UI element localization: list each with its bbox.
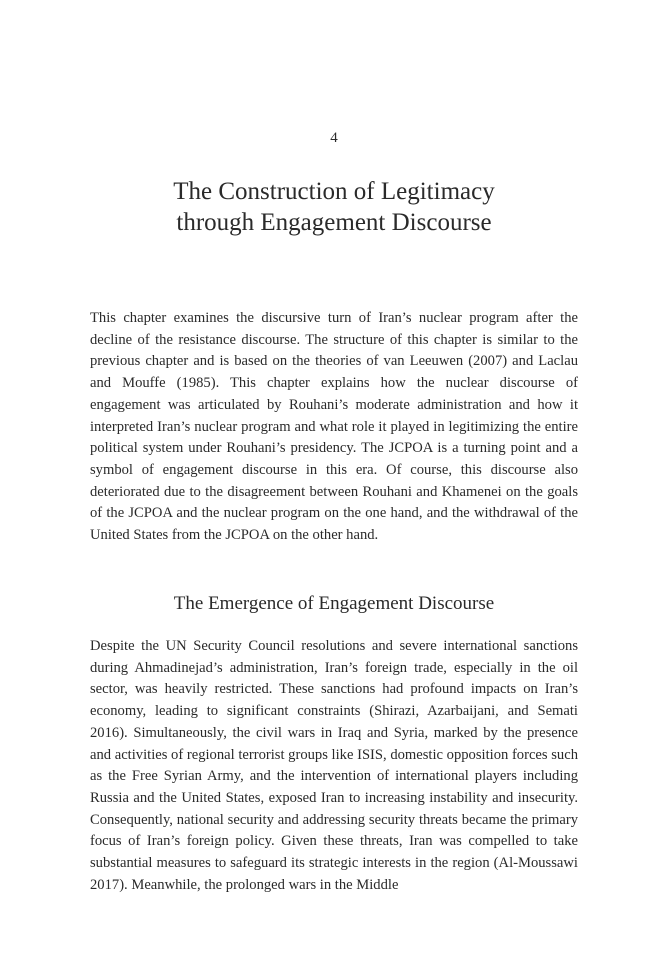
intro-paragraph: This chapter examines the discursive turn of Iran’s nuclear program after the decline of the resistance discourse. The structure of this chapter is similar to the previous chapter and is based on the theories of van Leeuwen (2007) and Laclau and Mouffe (1985). This chapter explains how the nuclear discourse of engagement was articulated by Rouhani’s moderate administration and how it interpreted Iran’s nuclear program and what role it played in legitimizing the entire political system under Rouhani’s presidency. The JCPOA is a turning point and a symbol of engagement discourse in this era. Of course, this discourse also deteriorated due to the disagreement between Rouhani and Khamenei on the goals of the JCPOA and the nuclear program on the one hand, and the withdrawal of the United States from the JCPOA on the other hand. [90, 310, 578, 544]
chapter-number: 4 [330, 130, 338, 146]
section-paragraph: Despite the UN Security Council resolutions and severe international sanctions during Ahmadinejad’s administration, Iran’s foreign trade, especially in the oil sector, was heavily restricted. These sanctions had profound impacts on Iran’s economy, leading to significant constraints (Shirazi, Azarbaijani, and Semati 2016). Simultaneously, the civil wars in Iraq and Syria, marked by the presence and activities of regional terrorist groups like ISIS, domestic opposition forces such as the Free Syrian Army, and the intervention of international players including Russia and the United States, exposed Iran to increasing instability and insecurity. Consequently, national security and addressing security threats became the primary focus of Iran’s foreign policy. Given these threats, Iran was compelled to take substantial measures to safeguard its strategic interests in the region (Al-Moussawi 2017). Meanwhile, the prolonged wars in the Middle [90, 638, 578, 893]
chapter-title-line-2: through Engagement Discourse [176, 209, 492, 236]
chapter-title-line-1: The Construction of Legitimacy [173, 178, 495, 205]
chapter-title [0, 176, 650, 238]
section-heading: The Emergence of Engagement Discourse [173, 593, 495, 614]
